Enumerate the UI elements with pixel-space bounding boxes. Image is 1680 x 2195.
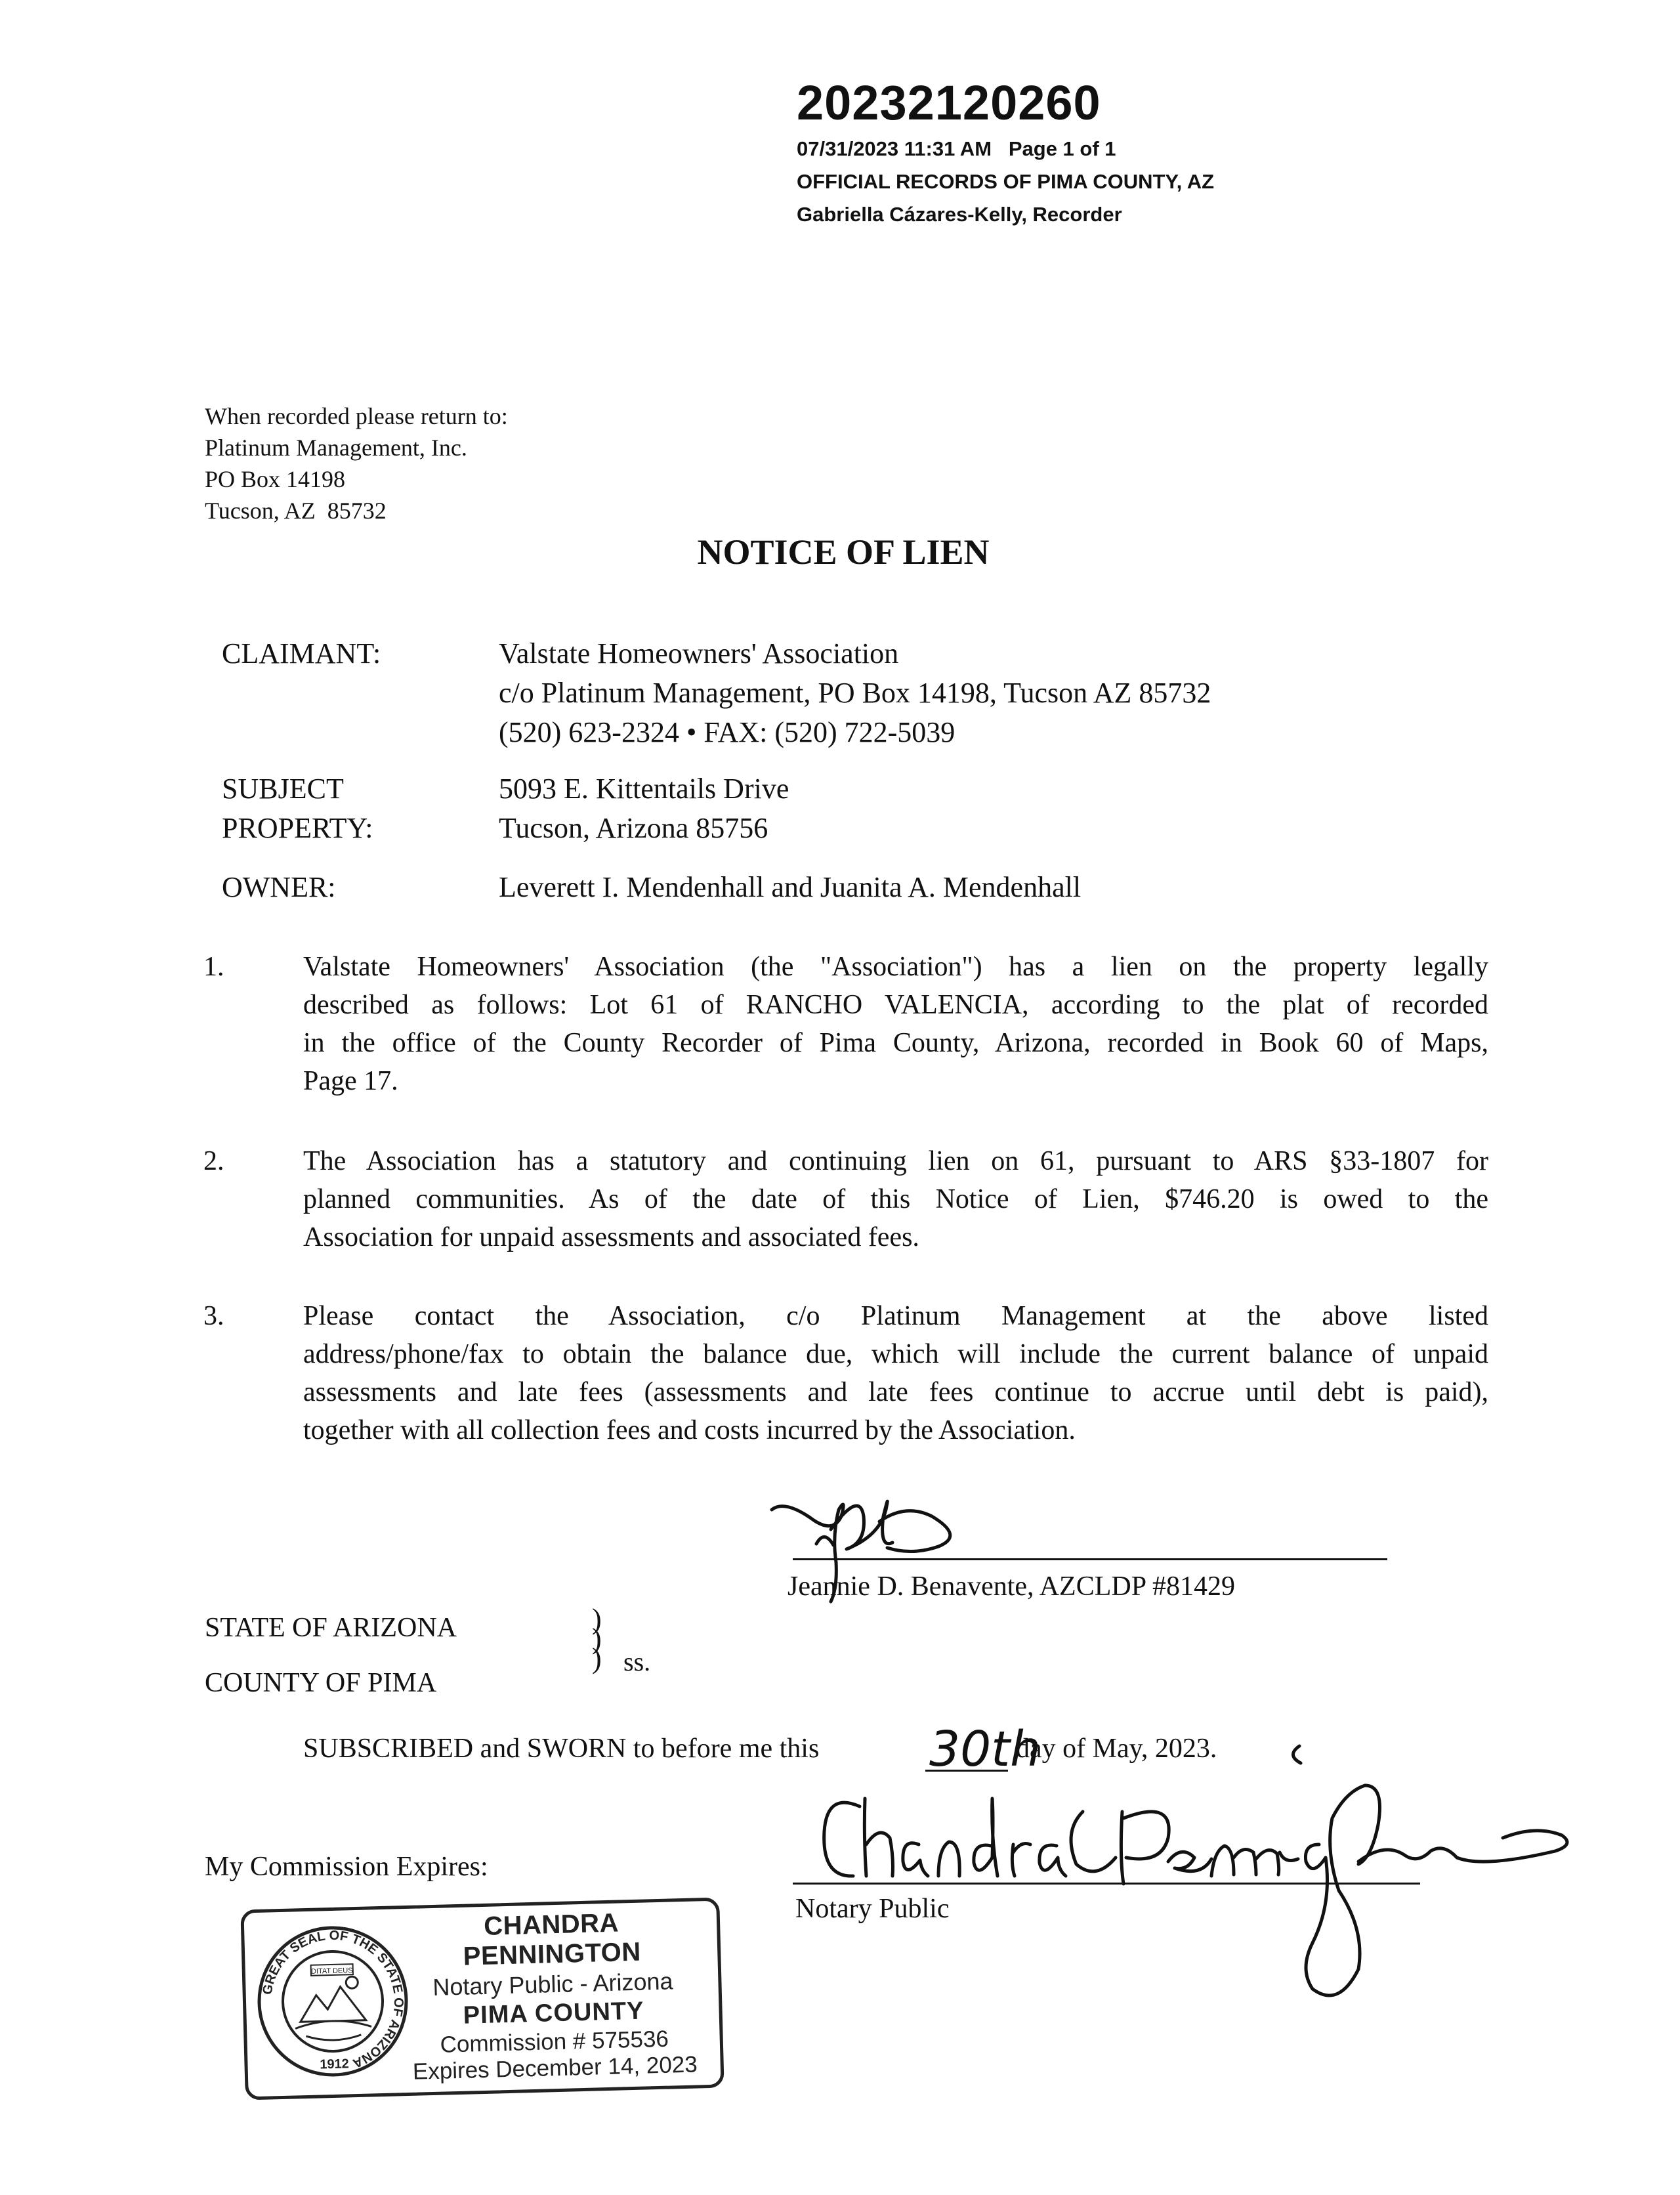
notary-signature <box>824 1746 1567 1995</box>
paragraph-line: described as follows: Lot 61 of RANCHO VALENCIA, according to the plat of recorded <box>303 990 1488 1020</box>
paragraph-text <box>303 1297 1488 1449</box>
seal-ring-text: GREAT SEAL OF THE STATE OF ARIZONA <box>260 1928 406 2071</box>
return-line: PO Box 14198 <box>205 466 346 492</box>
paragraph-line: Valstate Homeowners' Association (the "Association") has a lien on the property legally <box>303 952 1488 982</box>
paragraph-line: in the office of the County Recorder of Pima County, Arizona, recorded in Book 60 of Maps, <box>303 1028 1488 1058</box>
property-street: 5093 E. Kittentails Drive <box>499 773 789 805</box>
claimant-block <box>499 634 1211 752</box>
paragraph-line: Page 17. <box>303 1066 398 1096</box>
paragraph-line: Please contact the Association, c/o Platinum Management at the above listed <box>303 1301 1488 1331</box>
property-label <box>222 769 373 848</box>
venue-county: COUNTY OF PIMA <box>205 1668 437 1698</box>
paragraph-number: 3. <box>203 1301 224 1331</box>
day-number: 30th <box>929 1721 1041 1778</box>
paragraph-number: 2. <box>203 1146 224 1176</box>
paragraph-line: Association for unpaid assessments and associated fees. <box>303 1222 919 1252</box>
jurat-text: SUBSCRIBED and SWORN to before me this <box>303 1734 820 1764</box>
seal-year: 1912 <box>320 2056 350 2072</box>
paragraph-line: planned communities. As of the date of this Notice of Lien, $746.20 is owed to the <box>303 1184 1488 1214</box>
stamp-text <box>393 1901 713 2085</box>
return-address <box>205 400 508 526</box>
signature-line <box>793 1558 1387 1560</box>
paragraph-text <box>303 948 1488 1100</box>
return-line: Platinum Management, Inc. <box>205 435 467 461</box>
owner-value: Leverett I. Mendenhall and Juanita A. Mendenhall <box>499 871 1082 903</box>
claimant-address: c/o Platinum Management, PO Box 14198, Tucson AZ 85732 <box>499 677 1211 709</box>
paragraph-line: address/phone/fax to obtain the balance due, which will include the current balance of unpaid <box>303 1339 1488 1369</box>
stamp-commission: Commission # 575536 <box>440 2026 669 2058</box>
owner-label: OWNER: <box>222 871 336 903</box>
document-title: NOTICE OF LIEN <box>697 532 990 572</box>
property-label-line: PROPERTY: <box>222 812 373 844</box>
recorder-header <box>797 74 1214 231</box>
notary-stamp <box>240 1897 724 2100</box>
paragraph-line: The Association has a statutory and continuing lien on 61, pursuant to ARS §33-1807 for <box>303 1146 1488 1176</box>
paragraph-text <box>303 1142 1488 1256</box>
day-blank-line <box>925 1770 1008 1772</box>
seal-motto: DITAT DEUS <box>310 1967 353 1976</box>
property-label-line: SUBJECT <box>222 773 344 805</box>
paragraph-number: 1. <box>203 952 224 982</box>
claimant-phone: (520) 623-2324 • FAX: (520) 722-5039 <box>499 716 956 748</box>
recording-datetime: 07/31/2023 11:31 AM Page 1 of 1 <box>797 137 1116 160</box>
commission-label: My Commission Expires: <box>205 1852 488 1882</box>
return-line: Tucson, AZ 85732 <box>205 498 387 524</box>
stamp-name: CHANDRA PENNINGTON <box>463 1908 642 1971</box>
paragraph-line: together with all collection fees and costs incurred by the Association. <box>303 1415 1076 1445</box>
recording-office: OFFICIAL RECORDS OF PIMA COUNTY, AZ <box>797 170 1215 193</box>
venue-state: STATE OF ARIZONA <box>205 1613 457 1643</box>
recorder-name: Gabriella Cázares-Kelly, Recorder <box>797 203 1122 226</box>
venue-brace: ) ) ) <box>592 1603 602 1674</box>
stamp-title: Notary Public - Arizona <box>432 1967 674 2001</box>
signer-name: Jeannie D. Benavente, AZCLDP #81429 <box>788 1571 1235 1602</box>
paragraph-line: assessments and late fees (assessments and late fees continue to accrue until debt is paid), <box>303 1377 1488 1407</box>
jurat-date: day of May, 2023. <box>1016 1734 1217 1764</box>
claimant-name: Valstate Homeowners' Association <box>499 637 899 670</box>
return-line: When recorded please return to: <box>205 403 508 429</box>
stamp-county: PIMA COUNTY <box>463 1997 644 2030</box>
venue-ss: ss. <box>623 1647 651 1676</box>
notary-signature-line <box>793 1883 1420 1885</box>
notary-label: Notary Public <box>795 1894 950 1924</box>
stamp-expiration: Expires December 14, 2023 <box>412 2051 698 2085</box>
claimant-label: CLAIMANT: <box>222 637 381 670</box>
state-seal-icon <box>252 1921 413 2082</box>
property-city: Tucson, Arizona 85756 <box>499 812 768 844</box>
property-block <box>499 769 789 848</box>
document-number: 20232120260 <box>797 75 1101 130</box>
